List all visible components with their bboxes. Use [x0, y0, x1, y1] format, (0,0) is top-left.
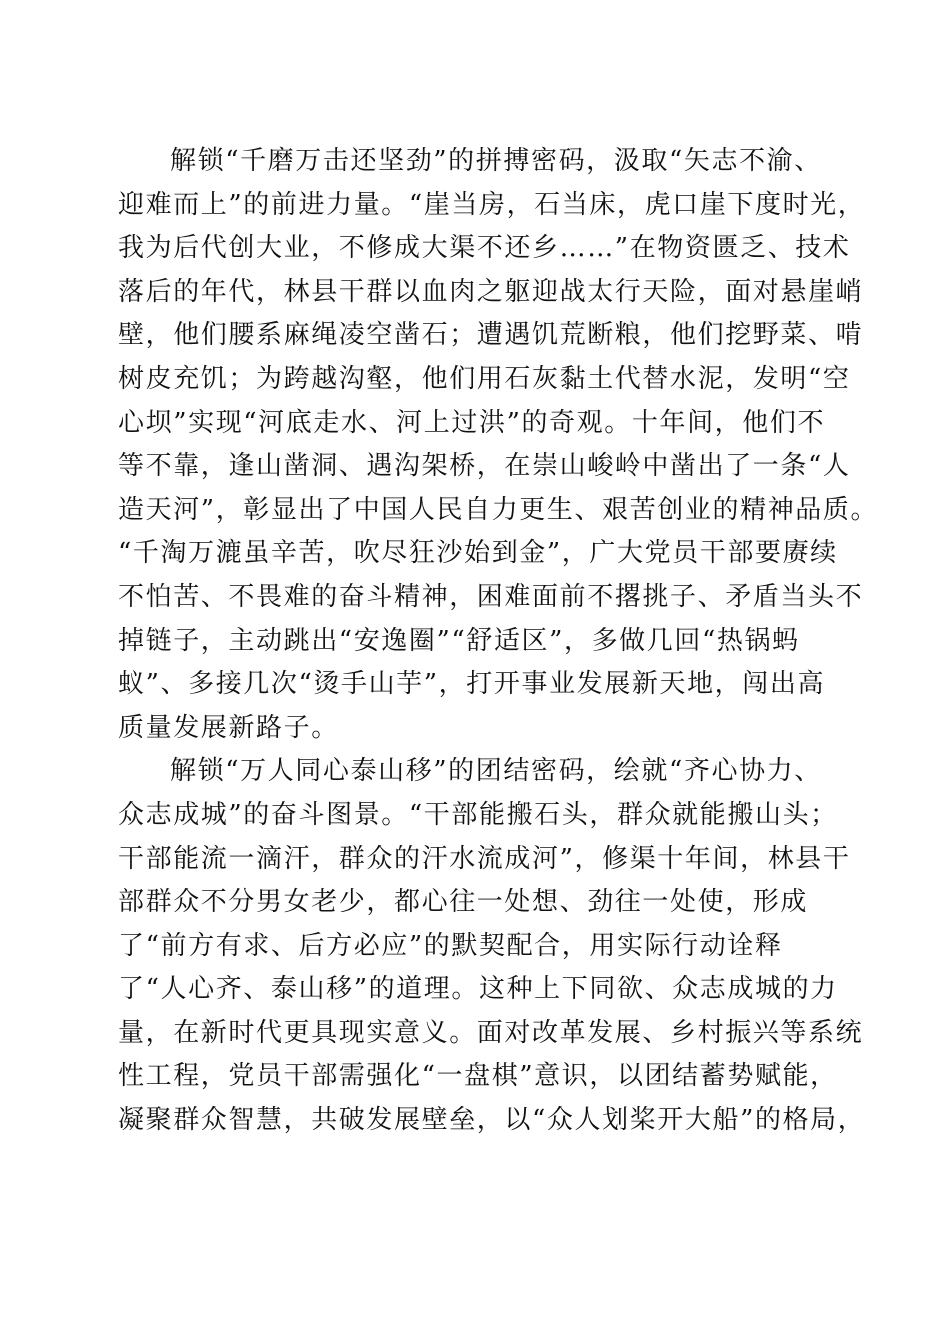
text-line: 造天河”，彰显出了中国人民自力更生、艰苦创业的精神品质。: [118, 494, 879, 525]
paragraph-unity: [118, 750, 866, 1142]
text-line: 解锁“千磨万击还坚劲”的拼搏密码，汲取“矢志不渝、: [170, 146, 822, 176]
text-line: 部群众不分男女老少，都心往一处想、劲往一处使，形成: [118, 887, 809, 918]
text-line: 了“前方有求、后方必应”的默契配合，用实际行动诠释: [118, 930, 783, 961]
text-line: 等不靠，逢山凿洞、遇沟架桥，在崇山峻岭中凿出了一条“人: [118, 451, 851, 482]
text-line: 壁，他们腰系麻绳凌空凿石；遭遇饥荒断粮，他们挖野菜、啃: [118, 320, 864, 351]
text-line: 我为后代创大业，不修成大渠不还乡……”在物资匮乏、技术: [118, 233, 851, 264]
text-line: 凝聚群众智慧，共破发展壁垒，以“众人划桨开大船”的格局，: [118, 1105, 866, 1136]
paragraph-perseverance: [118, 140, 879, 750]
text-line: 质量发展新路子。: [118, 712, 339, 743]
text-line: 迎难而上”的前进力量。“崖当房，石当床，虎口崖下度时光，: [118, 189, 866, 220]
text-line: 解锁“万人同心泰山移”的团结密码，绘就“齐心协力、: [170, 756, 822, 787]
text-line: 心坝”实现“河底走水、河上过洪”的奇观。十年间，他们不: [118, 407, 826, 438]
text-line: 蚁”、多接几次“烫手山芋”，打开事业发展新天地，闯出高: [118, 669, 826, 700]
text-line: 性工程，党员干部需强化“一盘棋”意识，以团结蓄势赋能，: [118, 1061, 838, 1092]
text-line: “千淘万漉虽辛苦，吹尽狂沙始到金”，广大党员干部要赓续: [118, 538, 838, 569]
text-line: 落后的年代，林县干群以血肉之躯迎战太行天险，面对悬崖峭: [118, 276, 864, 307]
text-line: 众志成城”的奋斗图景。“干部能搬石头，群众就能搬山头；: [118, 799, 838, 830]
text-line: 量，在新时代更具现实意义。面对改革发展、乡村振兴等系统: [118, 1017, 864, 1048]
text-line: 了“人心齐、泰山移”的道理。这种上下同欲、众志成城的力: [118, 974, 838, 1005]
text-line: 掉链子，主动跳出“安逸圈”“舒适区”，多做几回“热锅蚂: [118, 625, 800, 656]
text-line: 干部能流一滴汗，群众的汗水流成河”，修渠十年间，林县干: [118, 843, 851, 874]
document-body: [118, 140, 879, 1143]
text-line: 不怕苦、不畏难的奋斗精神，困难面前不撂挑子、矛盾当头不: [118, 581, 864, 612]
text-line: 树皮充饥；为跨越沟壑，他们用石灰黏土代替水泥，发明“空: [118, 363, 851, 394]
